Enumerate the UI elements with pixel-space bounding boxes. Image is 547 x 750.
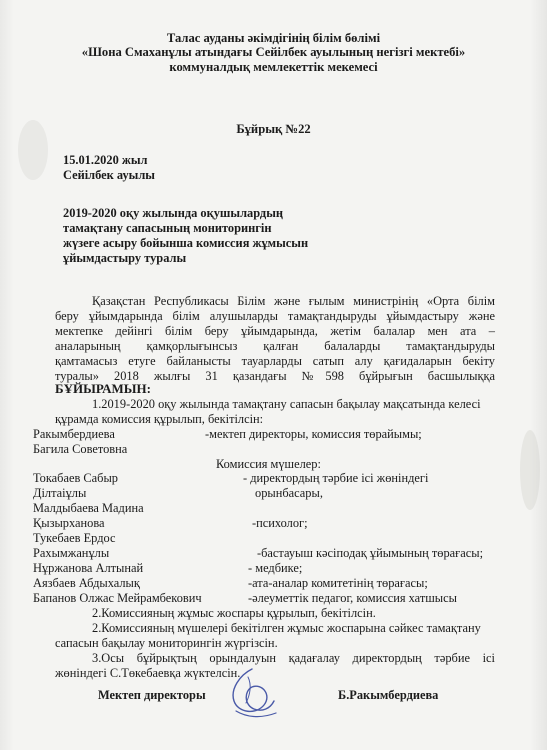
preamble-line: аналарының қамқорлығынсыз қалған балаларды тамақтандыруды [55,339,495,353]
preamble-line: беру ұйымдарында білім алушыларды тамақтандыруды ұйымдастыру және [55,309,495,323]
preamble-line: Қазақстан Республикасы Білім және ғылым министрінің «Орта білім [92,294,495,308]
item3-line: 2.Комиссияның мүшелері бекітілген жұмыс жоспарына сәйкес тамақтану [92,621,481,635]
member-name: Рахымжанұлы [33,546,110,560]
preamble-line: мектепке дейінгі білім беру ұйымдарында, жетім балалар мен ата – [55,324,495,338]
member-name: Нұржанова Алтынай [33,561,144,575]
paper-stain [520,430,540,510]
item4-line: 3.Осы бұйрықтың орындалуын қадағалау директордың тәрбие ісі [92,651,495,665]
members-heading: Комиссия мүшелер: [216,457,321,471]
member-role: -психолог; [252,516,308,530]
subject-line: тамақтану сапасының мониторингін [63,221,272,235]
member-name: Малдыбаева Мадина [33,501,144,515]
signature-position: Мектеп директоры [98,688,206,702]
chair-name: Ракымбердиева [33,427,115,441]
member-name: Аязбаев Абдыхалық [33,576,140,590]
preamble-line: туралы» 2018 жылғы 31 қазандағы №598 бұйрығын басшылыққа [55,369,495,383]
member-role: -ата-аналар комитетінің төрағасы; [248,576,428,590]
org-header-line3: коммуналдық мемлекеттік мекемесі [169,60,378,74]
member-role: - медбике; [248,561,303,575]
item4-line: жөніндегі С.Төкебаевқа жүктелсін. [55,666,241,680]
command-word: БҰЙЫРАМЫН: [55,381,152,396]
order-date: 15.01.2020 жыл [63,153,148,167]
org-header-line2: «Шона Смаханұлы атындағы Сейілбек ауылының негізгі мектебі» [81,45,466,59]
subject-line: жүзеге асыру бойынша комиссия жұмысын [63,236,309,250]
signature-name: Б.Ракымбердиева [338,688,439,702]
member-role: -әлеуметтік педагог, комиссия хатшысы [248,591,457,605]
member-name: Бапанов Олжас Мейрамбекович [33,591,202,605]
handwritten-signature [222,665,282,725]
chair-name-2: Багила Советовна [33,442,128,456]
member-name: Ділтаіұлы [33,486,87,500]
org-header-line1: Талас ауданы әкімдігінің білім бөлімі [166,31,381,45]
member-name: Токабаев Сабыр [33,471,119,485]
item1-line: құрамда комиссия құрылып, бекітілсін: [55,412,264,426]
member-role: орынбасары, [255,486,323,500]
subject-line: ұйымдастыру туралы [63,251,187,265]
member-role: - директордың тәрбие ісі жөніндегі [243,471,429,485]
member-role: -бастауыш кәсіподақ ұйымының төрағасы; [257,546,484,560]
subject-line: 2019-2020 оқу жылында оқушылардың [63,206,284,220]
order-place: Сейілбек ауылы [63,168,155,182]
order-title: Бұйрық №22 [236,122,311,136]
item1-line: 1.2019-2020 оқу жылында тамақтану сапасын бақылау мақсатында келесі [92,397,481,411]
item3-line: сапасын бақылау мониторингін жүргізсін. [55,636,278,650]
chair-role: -мектеп директоры, комиссия төрайымы; [205,427,422,441]
preamble-line: қамтамасыз етуге байланысты тауарларды сатып алу қағидаларын бекіту [55,354,495,368]
item2: 2.Комиссияның жұмыс жоспары құрылып, бекітілсін. [92,606,376,620]
member-name: Тукебаев Ердос [33,531,116,545]
member-name: Қызырханова [33,516,105,530]
